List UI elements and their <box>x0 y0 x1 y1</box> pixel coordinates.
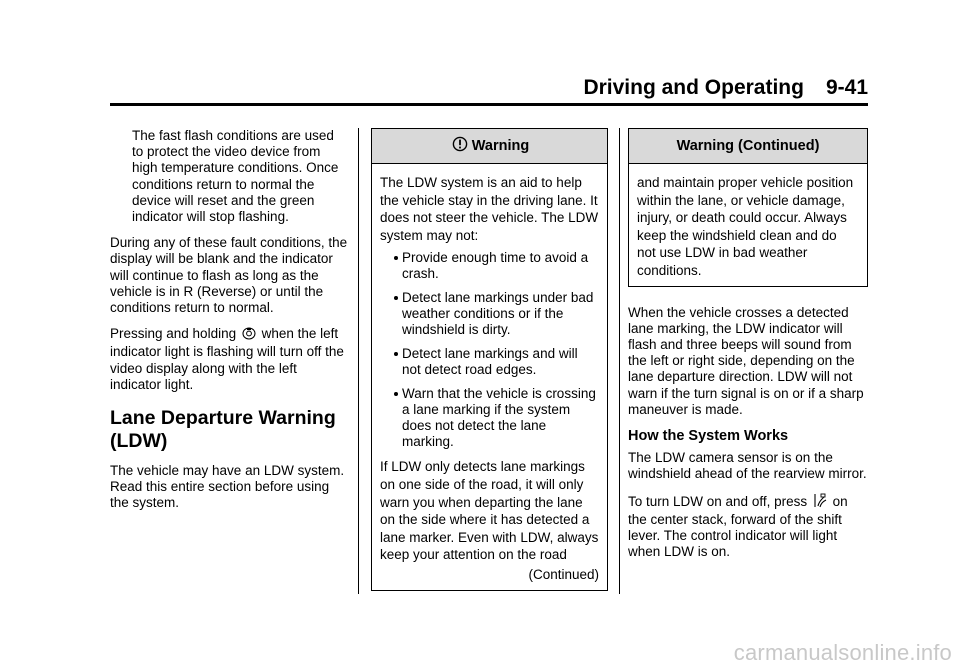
warning-continued-title: Warning (Continued) <box>629 129 867 164</box>
warning-closing: If LDW only detects lane markings on one side of the road, it will only warn you when departing the lane on the side where it has detected a lane marker. Even with LDW, always keep your attention on the road <box>380 459 599 563</box>
column-middle <box>371 128 608 591</box>
camera-button-icon <box>242 327 256 344</box>
column-divider-left <box>358 128 359 594</box>
warning-body <box>372 164 607 590</box>
subsection-heading: How the System Works <box>628 427 789 444</box>
camera-sensor-paragraph: The LDW camera sensor is on the windshield ahead of the rearview mirror. <box>628 450 867 482</box>
warning-title-text: Warning <box>471 137 530 154</box>
para-text-after-icon: on the center stack, forward of the shift lever. The control indicator will light when LDW is on. <box>628 493 848 560</box>
ldw-intro-paragraph: The vehicle may have an LDW system. Read this entire section before using the system. <box>110 463 345 511</box>
warning-bullet: Provide enough time to avoid a crash. <box>380 250 599 282</box>
ldw-button-icon <box>813 493 827 512</box>
section-heading: Lane Departure Warning (LDW) <box>110 407 336 453</box>
para-text-after-icon: when the left indicator light is flashing will turn off the video display along with the left indicator light. <box>110 326 344 392</box>
column-right <box>628 128 868 570</box>
warning-bullet: Warn that the vehicle is crossing a lane marking if the system does not detect the lane marking. <box>380 386 599 450</box>
header-rule <box>110 103 868 106</box>
column-divider-right <box>619 128 620 594</box>
warning-box <box>371 128 608 591</box>
warning-bullet: Detect lane markings and will not detect road edges. <box>380 346 599 378</box>
toggle-ldw-paragraph <box>628 493 868 561</box>
warning-intro: The LDW system is an aid to help the vehicle stay in the driving lane. It does not steer the vehicle. The LDW system may not: <box>380 175 599 243</box>
indented-paragraph: The fast flash conditions are used to protect the video device from high temperature conditions. Once conditions return to normal the device will reset and the green indicator will stop flashing. <box>132 128 339 225</box>
page-header <box>0 76 868 104</box>
fault-conditions-paragraph: During any of these fault conditions, the display will be blank and the indicator will continue to flash as long as the vehicle is in R (Reverse) or until the conditions return to normal. <box>110 235 348 316</box>
header-text <box>583 76 868 100</box>
lane-crossing-paragraph: When the vehicle crosses a detected lane marking, the LDW indicator will flash and three beeps will sound from the left or right side, depending on the lane departure direction. LDW will not warn if the turn signal is on or if a sharp maneuver is made. <box>628 304 864 417</box>
watermark: carmanualsonline.info <box>733 640 952 665</box>
warning-title <box>372 129 607 164</box>
page-number: 9-41 <box>825 76 868 99</box>
pressing-holding-paragraph <box>110 326 348 393</box>
warning-bullet: Detect lane markings under bad weather conditions or if the windshield is dirty. <box>380 290 599 338</box>
column-left <box>110 128 348 522</box>
para-text-before-icon: Pressing and holding <box>110 326 237 342</box>
para-text-before-icon: To turn LDW on and off, press <box>628 493 808 509</box>
continued-label: (Continued) <box>528 566 599 582</box>
warning-icon <box>452 136 468 156</box>
warning-continued-body: and maintain proper vehicle position within the lane, or vehicle damage, injury, or death could occur. Always keep the windshield clean and do not use LDW in bad weather conditions. <box>637 175 854 278</box>
section-title: Driving and Operating <box>583 76 804 99</box>
warning-continued-box <box>628 128 868 287</box>
